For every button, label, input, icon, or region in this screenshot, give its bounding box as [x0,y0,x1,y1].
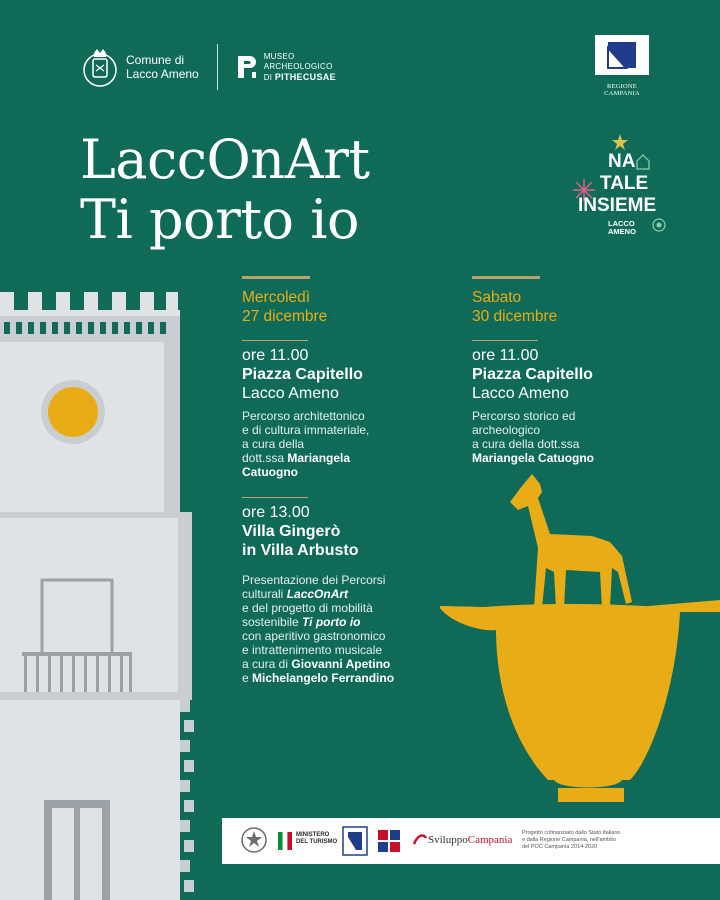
regione-campania-logo: REGIONE CAMPANIA [594,34,650,90]
event1-slot2-place-1: Villa Gingerò [242,523,341,540]
event2-slot1 [472,346,672,465]
sviluppo-campania-label: SviluppoCampania [428,834,513,846]
star-icon [612,134,628,150]
page-title [80,130,370,250]
event1-slot1-description: Percorso architettonico e di cultura immateriale, a cura della dott.ssa Mariangela Catuogno [242,409,370,479]
museo-name: MUSEO ARCHEOLOGICO DI PITHECUSAE [263,51,336,82]
header-divider [217,44,218,90]
bauble-icon [652,218,666,232]
event1-slot2-description: Presentazione dei Percorsi culturali LaccOnArt e del progetto di mobilità sostenibile Ti porto io con aperitivo gastronomico e intrattenimento musicale a cura di Giovanni Apetino e Michelangelo Ferrandino [242,573,395,685]
footer-sponsor-strip [222,818,720,864]
event1-accent-bar [242,276,310,279]
event2-slot1-divider [472,340,538,341]
comune-name: Comune di Lacco Ameno [126,53,199,81]
event2-slot1-place-sub: Lacco Ameno [472,385,569,402]
tower-illustration [0,280,200,900]
house-icon [636,154,650,170]
event1-slot1 [242,346,442,479]
regione-emblem-icon [594,34,650,76]
event1-slot2-divider [242,497,308,498]
title-line-2: Ti porto io [80,188,360,251]
event2-accent-bar [472,276,540,279]
event1-day: Mercoledì 27 dicembre [242,289,328,325]
museo-logo-icon [236,54,258,80]
regione-campania-shield-icon [342,826,368,856]
natale-insieme-logo: NA TALE INSIEME LACCO AMENO [572,134,672,244]
event1-slot1-place-sub: Lacco Ameno [242,385,339,402]
poc-campania-icon [376,826,402,856]
title-line-1: LaccOnArt [80,128,370,191]
vase-horse-illustration [440,470,720,820]
event1-slot2-place-2: in Villa Arbusto [242,542,359,559]
header-logos [80,44,336,90]
event1-slot2 [242,503,452,685]
comune-crest-icon [80,45,120,89]
event1-slot1-time: ore 11.00 [242,347,309,364]
event1-slot1-divider [242,340,308,341]
event2-slot1-description: Percorso storico ed archeologico a cura della dott.ssa Mariangela Catuogno [472,409,595,465]
event1-slot1-place: Piazza Capitello [242,366,363,383]
footer-funding-note: Progetto cofinanziato dallo Stato Italiano e dalla Regione Campania, nell'ambito del POC Campania 2014-2020 [522,830,621,850]
event2-slot1-time: ore 11.00 [472,347,539,364]
sviluppo-campania-swoosh-icon [412,832,428,848]
ministero-turismo-label: MINISTERO DEL TURISMO [296,832,338,845]
event1-slot2-time: ore 13.00 [242,504,310,521]
italian-flag-icon [278,832,292,850]
event2-slot1-place: Piazza Capitello [472,366,593,383]
italian-republic-emblem-icon [240,824,268,856]
event2-day: Sabato 30 dicembre [472,289,558,325]
